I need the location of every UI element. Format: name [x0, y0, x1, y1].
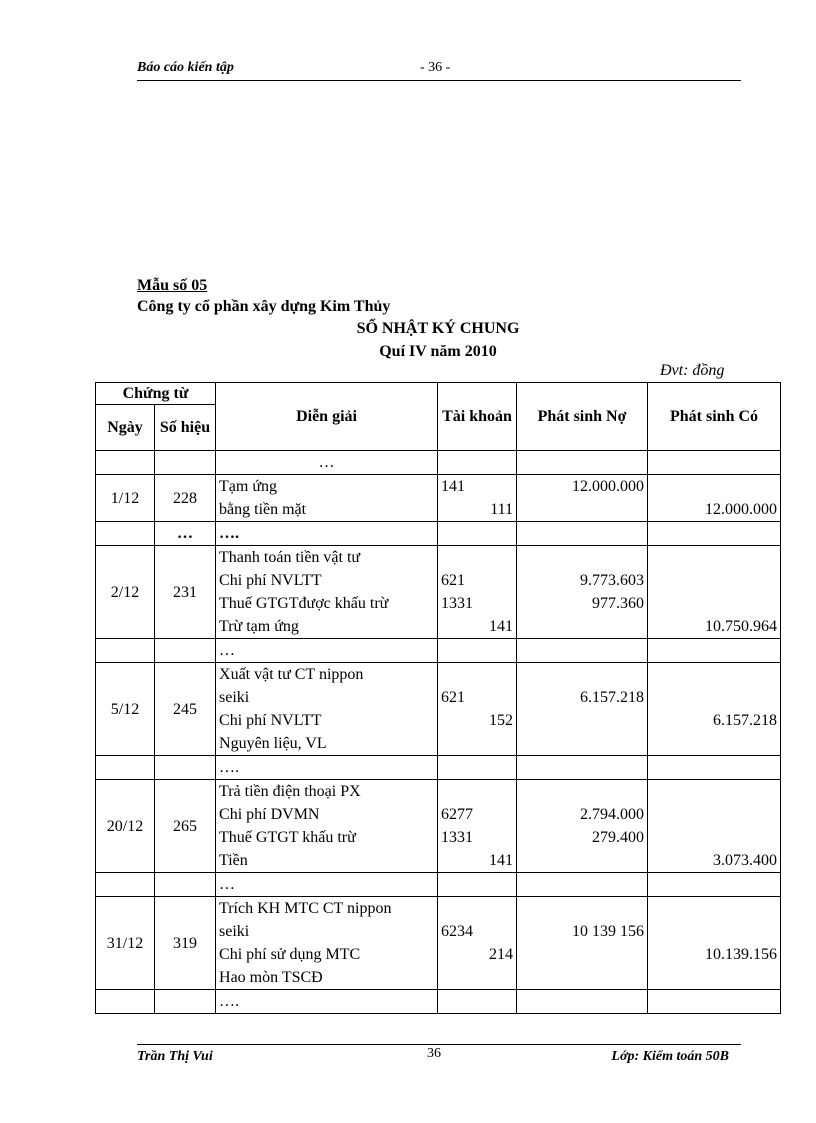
- debit-amount: 12.000.000: [572, 478, 645, 495]
- ellipsis-cell: …: [155, 522, 216, 546]
- header-description: Diễn giải: [216, 383, 438, 451]
- document-title: SỔ NHẬT KÝ CHUNG: [356, 320, 520, 337]
- header-credit: Phát sinh Có: [648, 383, 781, 451]
- ellipsis-cell: …: [216, 451, 438, 475]
- table-row: [96, 639, 781, 663]
- entry-number: 231: [155, 546, 216, 639]
- credit-amount: 10.139.156: [705, 946, 778, 963]
- credit-amount: 6.157.218: [713, 712, 778, 729]
- desc-line: Chi phí NVLTT: [219, 712, 322, 729]
- ellipsis-cell: ….: [216, 756, 438, 780]
- debit-account: 1331: [441, 595, 474, 612]
- header-number: Số hiệu: [155, 405, 216, 451]
- credit-account: 141: [489, 852, 514, 869]
- entry-number: 319: [155, 897, 216, 990]
- desc-line: Chi phí DVMN: [219, 806, 320, 823]
- ellipsis-cell: ….: [216, 522, 438, 546]
- header-debit: Phát sinh Nợ: [517, 383, 648, 451]
- debit-amount: 279.400: [592, 829, 645, 846]
- header-page-number: - 36 -: [420, 60, 451, 75]
- credit-account: 214: [489, 946, 514, 963]
- desc-line: Chi phí sử dụng MTC: [219, 946, 361, 963]
- entry-date: 2/12: [96, 546, 155, 639]
- company-name: Công ty cổ phần xây dựng Kim Thủy: [137, 298, 391, 315]
- footer-class: Lớp: Kiểm toán 50B: [611, 1049, 729, 1064]
- table-row: [96, 475, 781, 522]
- unit-label: Đvt: đồng: [660, 362, 725, 379]
- credit-amount: 12.000.000: [705, 501, 778, 518]
- entry-number: 245: [155, 663, 216, 756]
- table-row: [96, 873, 781, 897]
- header-date: Ngày: [96, 405, 155, 451]
- table-row: [96, 522, 781, 546]
- debit-amount: 10 139 156: [572, 923, 645, 940]
- desc-line: Tạm ứng: [219, 478, 278, 495]
- debit-account: 6234: [441, 923, 474, 940]
- debit-amount: 6.157.218: [580, 689, 645, 706]
- debit-account: 1331: [441, 829, 474, 846]
- desc-line: Nguyên liệu, VL: [219, 735, 327, 752]
- journal-table: [95, 382, 781, 1014]
- entry-date: 20/12: [96, 780, 155, 873]
- form-number: Mẫu số 05: [137, 277, 208, 294]
- desc-line: Trừ tạm ứng: [219, 618, 299, 635]
- debit-account: 621: [441, 689, 466, 706]
- footer-page-number: 36: [427, 1046, 441, 1061]
- header-account: Tài khoản: [438, 383, 517, 451]
- desc-line: seiki: [219, 923, 250, 940]
- entry-date: 5/12: [96, 663, 155, 756]
- desc-line: Hao mòn TSCĐ: [219, 969, 323, 986]
- debit-amount: 977.360: [592, 595, 645, 612]
- ellipsis-cell: …: [216, 639, 438, 663]
- credit-account: 111: [490, 501, 514, 518]
- table-row: [96, 546, 781, 639]
- desc-line: bằng tiền mặt: [219, 501, 307, 518]
- header-voucher: Chứng từ: [96, 383, 216, 405]
- desc-line: Thanh toán tiền vật tư: [219, 549, 361, 566]
- debit-account: 621: [441, 572, 466, 589]
- entry-number: 228: [155, 475, 216, 522]
- table-row: [96, 663, 781, 756]
- desc-line: Tiền: [219, 852, 248, 869]
- desc-line: Trích KH MTC CT nippon: [219, 900, 392, 917]
- desc-line: Xuất vật tư CT nippon: [219, 666, 364, 683]
- debit-account: 141: [441, 478, 466, 495]
- debit-amount: 9.773.603: [580, 572, 645, 589]
- debit-account: 6277: [441, 806, 474, 823]
- page-header: [137, 58, 741, 81]
- credit-account: 141: [489, 618, 514, 635]
- footer-author: Trần Thị Vui: [137, 1049, 213, 1064]
- document-period: Quí IV năm 2010: [379, 343, 497, 360]
- table-row: [96, 780, 781, 873]
- desc-line: Chi phí NVLTT: [219, 572, 322, 589]
- desc-line: Thuế GTGT khấu trừ: [219, 829, 356, 846]
- header-title: Báo cáo kiến tập: [137, 60, 234, 75]
- ellipsis-cell: …: [216, 873, 438, 897]
- ellipsis-cell: ….: [216, 990, 438, 1014]
- entry-date: 31/12: [96, 897, 155, 990]
- table-row: [96, 451, 781, 475]
- entry-date: 1/12: [96, 475, 155, 522]
- table-row: [96, 756, 781, 780]
- entry-number: 265: [155, 780, 216, 873]
- credit-amount: 3.073.400: [713, 852, 778, 869]
- credit-account: 152: [489, 712, 514, 729]
- table-row: [96, 897, 781, 990]
- desc-line: Thuế GTGTđược khấu trừ: [219, 595, 389, 612]
- page-footer: [137, 1044, 741, 1064]
- table-row: [96, 990, 781, 1014]
- desc-line: seiki: [219, 689, 250, 706]
- desc-line: Trả tiền điện thoại PX: [219, 783, 361, 800]
- debit-amount: 2.794.000: [580, 806, 645, 823]
- credit-amount: 10.750.964: [705, 618, 778, 635]
